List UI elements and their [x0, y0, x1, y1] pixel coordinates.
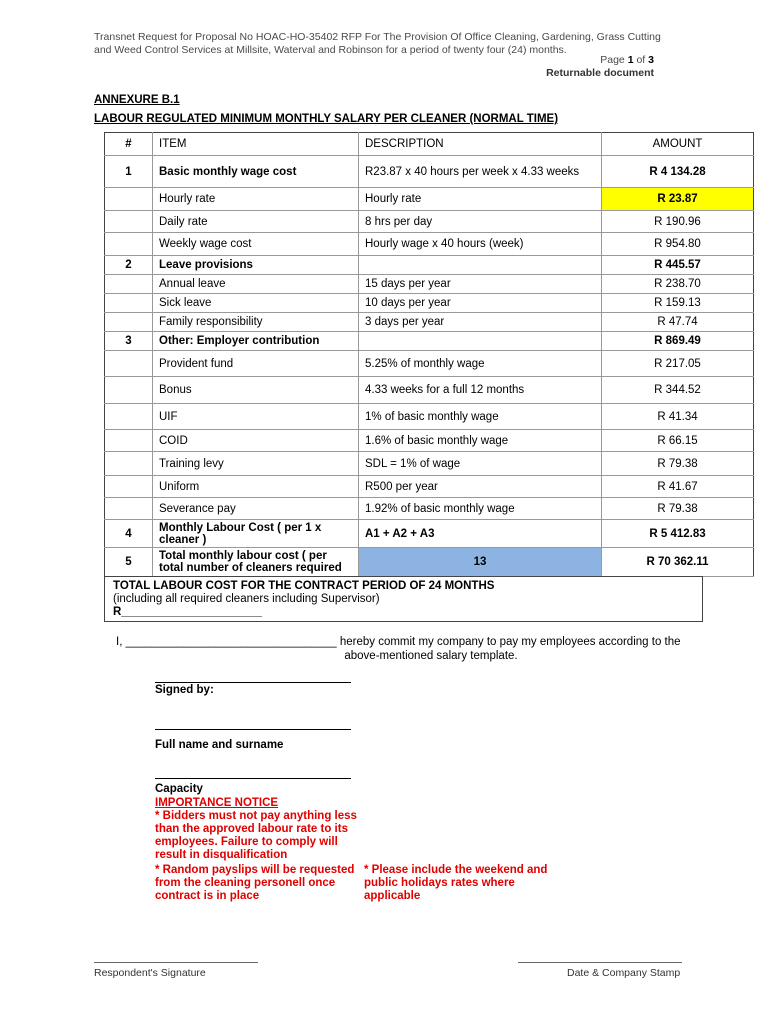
row-number: 4 [105, 520, 153, 548]
row-amount: R 5 412.83 [602, 520, 754, 548]
table-header-row [105, 133, 754, 156]
table-row [105, 404, 754, 430]
page-of: of [636, 54, 646, 66]
page-title: LABOUR REGULATED MINIMUM MONTHLY SALARY PER CLEANER (NORMAL TIME) [94, 113, 559, 125]
table-row [105, 520, 754, 548]
row-amount: R 66.15 [602, 430, 754, 452]
page-current: 1 [627, 54, 634, 66]
respondent-signature-line[interactable] [94, 962, 258, 963]
returnable-label: Returnable document [546, 67, 654, 79]
notice-heading: IMPORTANCE NOTICE [155, 797, 279, 809]
row-item: Provident fund [153, 351, 359, 377]
cleaner-count-cell[interactable]: 13 [359, 548, 602, 577]
row-amount: R 4 134.28 [602, 156, 754, 188]
salary-table [104, 132, 754, 577]
full-name-line[interactable] [155, 729, 351, 730]
row-description: 5.25% of monthly wage [359, 351, 602, 377]
row-item: Uniform [153, 476, 359, 498]
capacity-line[interactable] [155, 778, 351, 779]
commitment-statement [116, 635, 706, 663]
importance-notice [155, 797, 365, 862]
date-stamp-line[interactable] [518, 962, 682, 963]
row-item: COID [153, 430, 359, 452]
table-row [105, 233, 754, 256]
row-description: Hourly wage x 40 hours (week) [359, 233, 602, 256]
row-amount: R 79.38 [602, 452, 754, 476]
row-description: R500 per year [359, 476, 602, 498]
row-amount: R 217.05 [602, 351, 754, 377]
table-row [105, 377, 754, 404]
row-description: SDL = 1% of wage [359, 452, 602, 476]
row-item: Leave provisions [153, 256, 359, 275]
row-amount: R 47.74 [602, 313, 754, 332]
full-name-label: Full name and surname [155, 739, 284, 751]
table-row [105, 430, 754, 452]
row-item: Annual leave [153, 275, 359, 294]
row-number [105, 275, 153, 294]
row-item: Family responsibility [153, 313, 359, 332]
page-prefix: Page [600, 54, 625, 66]
row-item: Bonus [153, 377, 359, 404]
row-description: 8 hrs per day [359, 211, 602, 233]
table-row [105, 211, 754, 233]
contract-total-note: (including all required cleaners including Supervisor) [113, 593, 380, 605]
row-number [105, 233, 153, 256]
row-amount: R 70 362.11 [602, 548, 754, 577]
row-number [105, 498, 153, 520]
header-cell: ITEM [153, 133, 359, 156]
notice-item-2: * Random payslips will be requested from the cleaning personell once contract is in place [155, 864, 355, 902]
contract-total-field[interactable]: R______________________ [113, 606, 263, 618]
row-item: Basic monthly wage cost [153, 156, 359, 188]
row-description: R23.87 x 40 hours per week x 4.33 weeks [359, 156, 602, 188]
row-amount: R 79.38 [602, 498, 754, 520]
row-item: Sick leave [153, 294, 359, 313]
table-row [105, 332, 754, 351]
row-item: Hourly rate [153, 188, 359, 211]
row-amount: R 954.80 [602, 233, 754, 256]
annexure-heading: ANNEXURE B.1 [94, 94, 180, 106]
row-number [105, 452, 153, 476]
date-stamp-label: Date & Company Stamp [567, 967, 681, 979]
row-number: 1 [105, 156, 153, 188]
page-total: 3 [648, 54, 654, 66]
row-description: A1 + A2 + A3 [359, 520, 602, 548]
table-row [105, 156, 754, 188]
table-row [105, 548, 754, 577]
row-number [105, 188, 153, 211]
header-cell: DESCRIPTION [359, 133, 602, 156]
row-description [359, 256, 602, 275]
row-item: Total monthly labour cost ( per total number of cleaners required [153, 548, 359, 577]
table-row [105, 275, 754, 294]
row-number [105, 476, 153, 498]
row-description: 15 days per year [359, 275, 602, 294]
row-description [359, 332, 602, 351]
row-description: 1.6% of basic monthly wage [359, 430, 602, 452]
row-number: 5 [105, 548, 153, 577]
signed-by-line[interactable] [155, 682, 351, 683]
row-description: Hourly rate [359, 188, 602, 211]
signed-by-label: Signed by: [155, 684, 214, 696]
document-header: Transnet Request for Proposal No HOAC-HO-35402 RFP For The Provision Of Office Cleaning, Gardening, Grass Cutting and Weed Control Services at Millsite, Waterval and Robinson for a period of twenty four (24) months. [94, 31, 661, 56]
row-number [105, 430, 153, 452]
row-description: 4.33 weeks for a full 12 months [359, 377, 602, 404]
table-row [105, 351, 754, 377]
table-row [105, 498, 754, 520]
row-number [105, 294, 153, 313]
row-amount: R 41.67 [602, 476, 754, 498]
row-number [105, 351, 153, 377]
table-row [105, 452, 754, 476]
capacity-label: Capacity [155, 783, 203, 795]
table-row [105, 476, 754, 498]
row-description: 1% of basic monthly wage [359, 404, 602, 430]
row-description: 3 days per year [359, 313, 602, 332]
row-amount: R 344.52 [602, 377, 754, 404]
header-cell: # [105, 133, 153, 156]
row-amount: R 159.13 [602, 294, 754, 313]
row-number [105, 404, 153, 430]
row-number [105, 377, 153, 404]
row-item: Other: Employer contribution [153, 332, 359, 351]
row-number [105, 313, 153, 332]
header-cell: AMOUNT [602, 133, 754, 156]
table-row [105, 188, 754, 211]
page-number [600, 54, 654, 66]
row-item: Monthly Labour Cost ( per 1 x cleaner ) [153, 520, 359, 548]
row-number [105, 211, 153, 233]
row-amount-highlighted: R 23.87 [602, 188, 754, 211]
row-description: 1.92% of basic monthly wage [359, 498, 602, 520]
notice-item-1: * Bidders must not pay anything less than the approved labour rate to its employees. Failure to comply will result in disqualification [155, 810, 357, 861]
row-item: Training levy [153, 452, 359, 476]
table-row [105, 313, 754, 332]
respondent-signature-label: Respondent's Signature [94, 967, 206, 979]
row-amount: R 190.96 [602, 211, 754, 233]
row-item: UIF [153, 404, 359, 430]
row-number: 2 [105, 256, 153, 275]
row-amount: R 869.49 [602, 332, 754, 351]
table-row [105, 256, 754, 275]
notice-item-3: * Please include the weekend and public holidays rates where applicable [364, 864, 548, 902]
row-description: 10 days per year [359, 294, 602, 313]
table-row [105, 294, 754, 313]
row-amount: R 445.57 [602, 256, 754, 275]
commitment-line-2: above-mentioned salary template. [344, 650, 518, 662]
row-number: 3 [105, 332, 153, 351]
commitment-line-1: I, _________________________________ hereby commit my company to pay my employees according to the [116, 636, 681, 648]
contract-total-box [104, 576, 703, 622]
row-item: Daily rate [153, 211, 359, 233]
row-item: Weekly wage cost [153, 233, 359, 256]
row-amount: R 41.34 [602, 404, 754, 430]
row-amount: R 238.70 [602, 275, 754, 294]
contract-total-heading: TOTAL LABOUR COST FOR THE CONTRACT PERIOD OF 24 MONTHS [113, 580, 495, 592]
row-item: Severance pay [153, 498, 359, 520]
